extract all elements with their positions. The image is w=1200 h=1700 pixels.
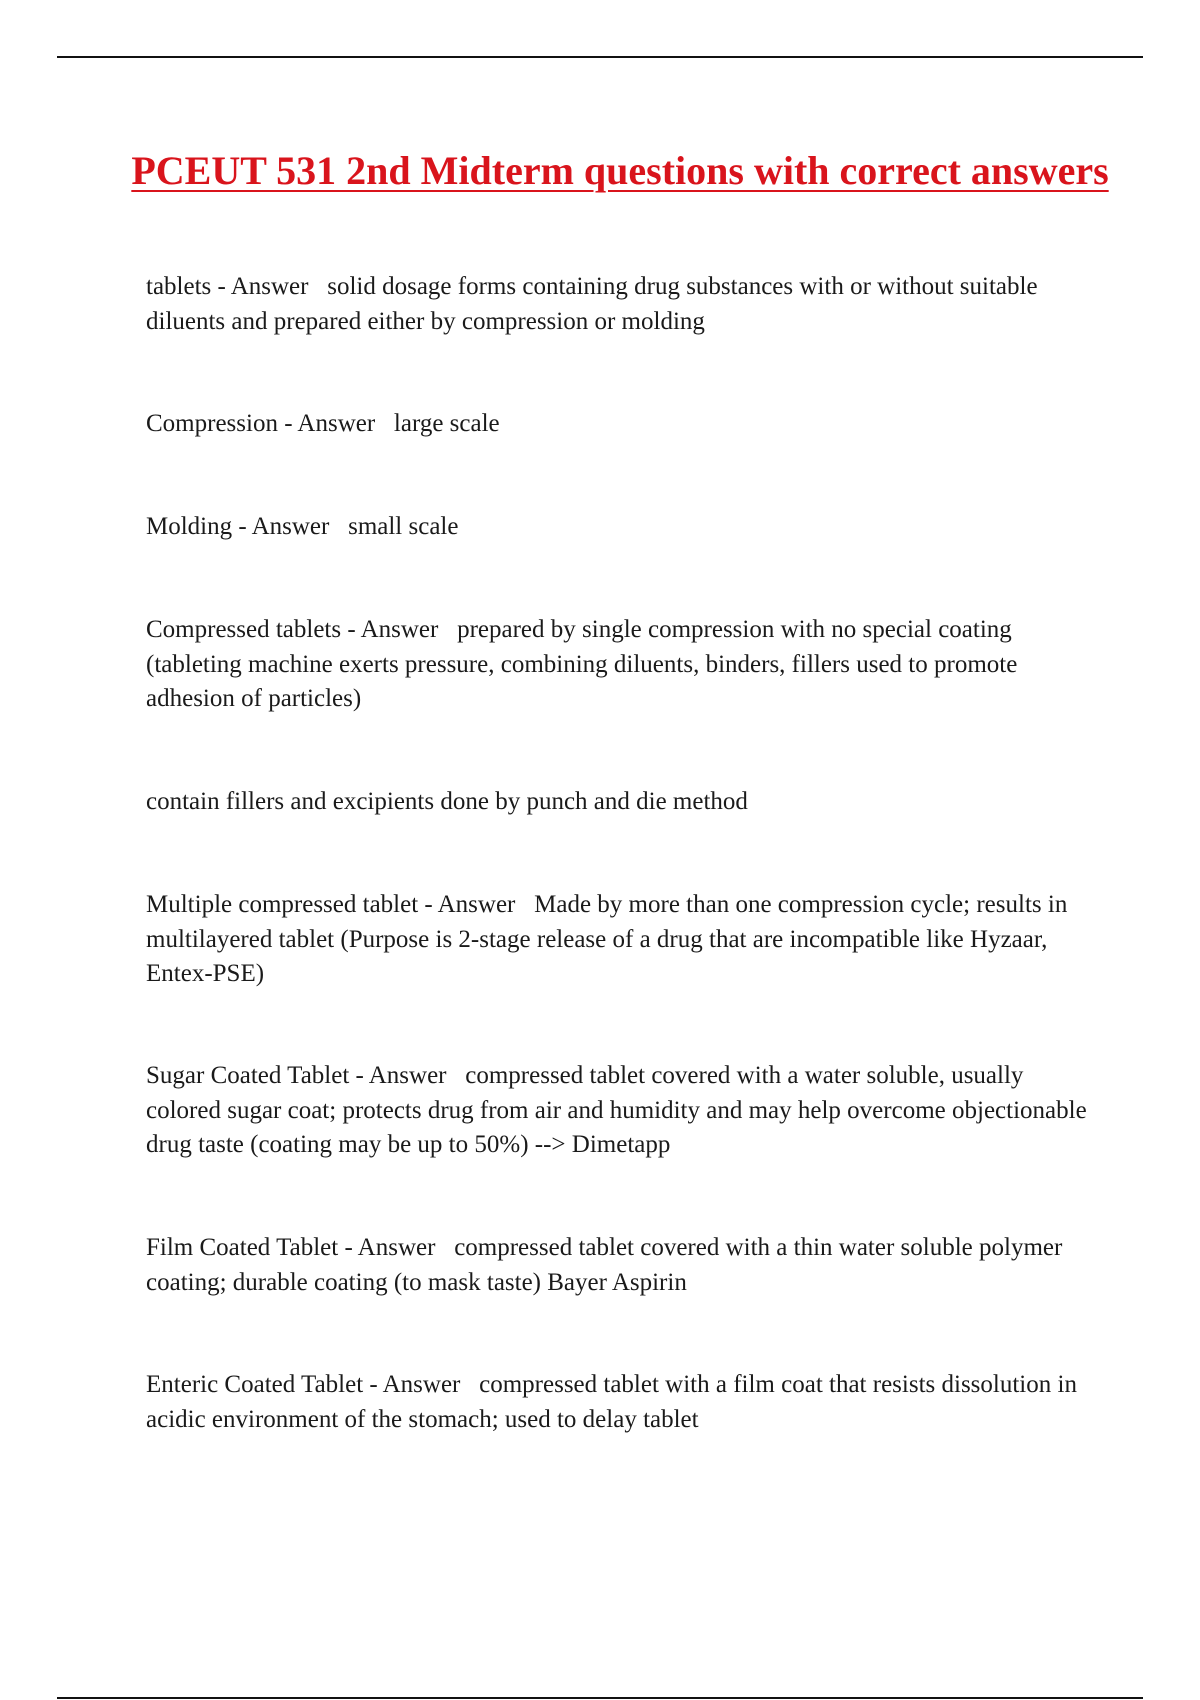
entry-term: Compression	[146, 410, 278, 437]
entry-definition: prepared by single compression with no special coating (tableting machine exerts pressure, combining diluents, binders, fillers used to promote adhesion of particles)	[146, 616, 1018, 712]
qa-entry: Compression - Answer large scale	[146, 410, 500, 437]
entry-term: Sugar Coated Tablet	[146, 1062, 350, 1089]
entry-definition: Made by more than one compression cycle; results in multilayered tablet (Purpose is 2-stage release of a drug that are incompatible like Hyzaar, Entex-PSE)	[146, 891, 1068, 987]
entry-text: contain fillers and excipients done by punch and die method	[146, 788, 748, 815]
entry-answer-label: Answer	[437, 891, 516, 918]
entry-term: Film Coated Tablet	[146, 1234, 339, 1261]
qa-entry: Sugar Coated Tablet - Answer compressed tablet covered with a water soluble, usually colored sugar coat; protects drug from air and humidity and may help overcome objectionable drug taste (coating may be up to 50%) --> Dimetapp	[146, 1062, 1087, 1158]
entry-answer-label: Answer	[357, 1234, 436, 1261]
qa-entry: tablets - Answer solid dosage forms containing drug substances with or without suitable diluents and prepared either by compression or molding	[146, 273, 1038, 335]
entry-answer-label: Answer	[251, 513, 330, 540]
bottom-rule	[57, 1697, 1143, 1699]
entry-definition: compressed tablet covered with a thin water soluble polymer coating; durable coating (to mask taste) Bayer Aspirin	[146, 1234, 1063, 1296]
entry-term: Molding	[146, 513, 233, 540]
qa-entry: Compressed tablets - Answer prepared by single compression with no special coating (tableting machine exerts pressure, combining diluents, binders, fillers used to promote adhesion of particles)	[146, 616, 1018, 712]
qa-entry-continuation	[146, 785, 1096, 820]
entry-definition: compressed tablet covered with a water soluble, usually colored sugar coat; protects drug from air and humidity and may help overcome objectionable drug taste (coating may be up to 50%) --> Dimetapp	[146, 1062, 1087, 1158]
entry-definition: large scale	[393, 410, 500, 437]
entry-definition: compressed tablet with a film coat that resists dissolution in acidic environment of the stomach; used to delay tablet	[146, 1371, 1077, 1433]
entry-term: Multiple compressed tablet	[146, 891, 419, 918]
qa-entry: Molding - Answer small scale	[146, 513, 459, 540]
qa-entry: Film Coated Tablet - Answer compressed tablet covered with a thin water soluble polymer coating; durable coating (to mask taste) Bayer Aspirin	[146, 1234, 1063, 1296]
entry-answer-label: Answer	[382, 1371, 461, 1398]
top-rule	[57, 56, 1143, 58]
page-title: PCEUT 531 2nd Midterm questions with correct answers	[131, 148, 1109, 193]
entry-answer-label: Answer	[297, 410, 376, 437]
qa-entry: Enteric Coated Tablet - Answer compressed tablet with a film coat that resists dissolution in acidic environment of the stomach; used to delay tablet	[146, 1371, 1077, 1433]
entry-term: Enteric Coated Tablet	[146, 1371, 364, 1398]
entry-answer-label: Answer	[230, 273, 309, 300]
entry-answer-label: Answer	[360, 616, 439, 643]
entry-definition: solid dosage forms containing drug substances with or without suitable diluents and prepared either by compression or molding	[146, 273, 1038, 335]
entry-term: tablets	[146, 273, 212, 300]
entry-definition: small scale	[348, 513, 459, 540]
qa-entry: Multiple compressed tablet - Answer Made by more than one compression cycle; results in multilayered tablet (Purpose is 2-stage release of a drug that are incompatible like Hyzaar, Entex-PSE)	[146, 891, 1068, 987]
entry-answer-label: Answer	[368, 1062, 447, 1089]
entry-term: Compressed tablets	[146, 616, 342, 643]
